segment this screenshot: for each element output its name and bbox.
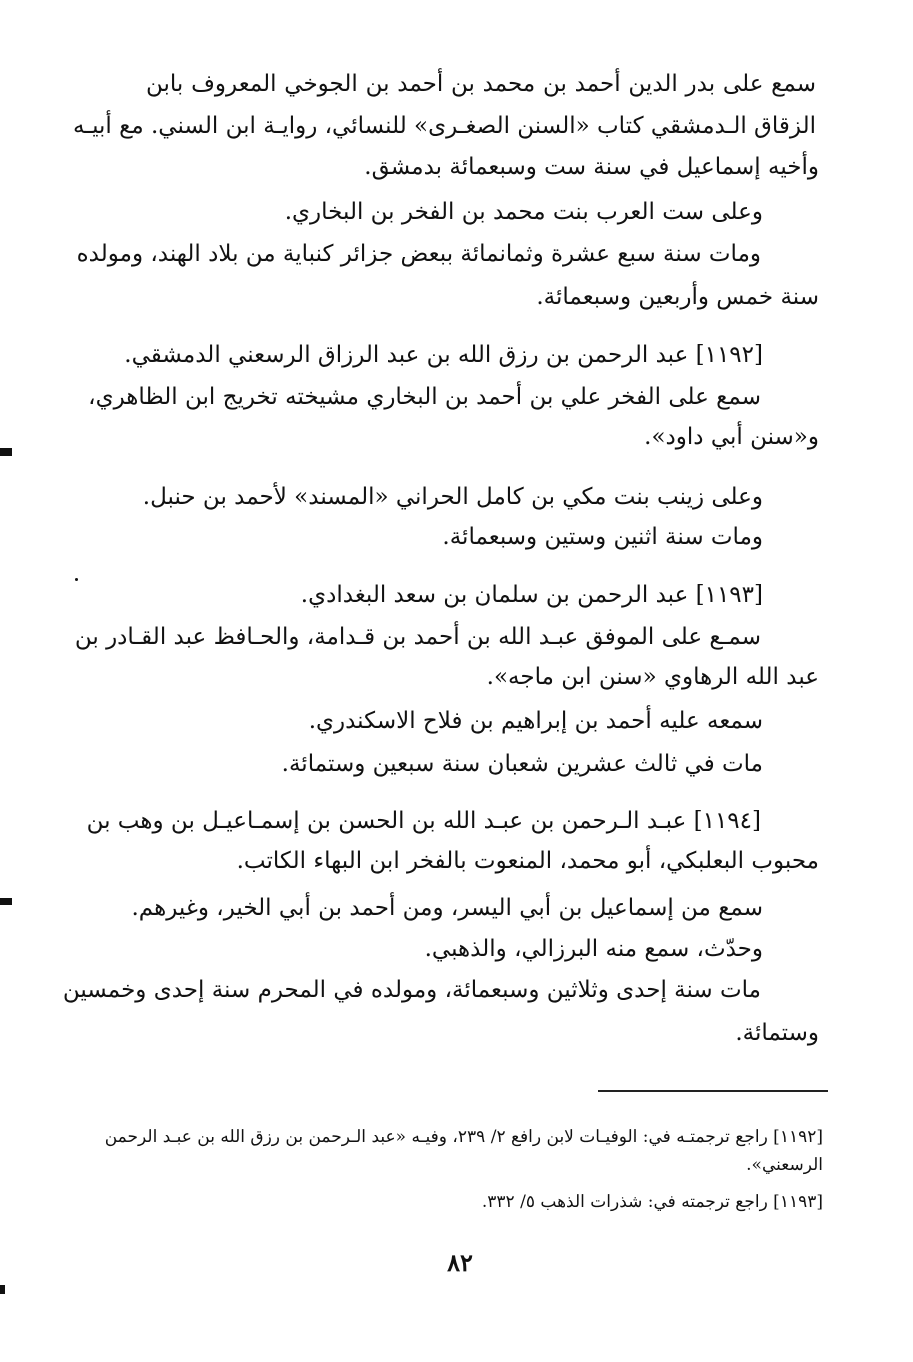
footnote-separator: [598, 1090, 828, 1092]
scan-margin-mark: [0, 898, 12, 905]
entry-heading: [١١٩٢] عبد الرحمن بن رزق الله بن عبد الرزاق الرسعني الدمشقي.: [124, 342, 763, 368]
text-line: وستمائة.: [735, 1020, 819, 1046]
text-line: مات سنة إحدى وثلاثين وسبعمائة، ومولده في المحرم سنة إحدى وخمسين: [62, 977, 761, 1003]
text-line: محبوب البعلبكي، أبو محمد، المنعوت بالفخر ابن البهاء الكاتب.: [236, 848, 819, 874]
text-line: وحدّث، سمع منه البرزالي، والذهبي.: [424, 936, 763, 962]
text-line: ومات سنة سبع عشرة وثمانمائة ببعض جزائر كنباية من بلاد الهند، ومولده: [76, 241, 761, 267]
entry-heading: [١١٩٤] عبـد الـرحمن بن عبـد الله بن الحسن بن إسمـاعيـل بن وهب بن: [86, 808, 761, 834]
text-line: وأخيه إسماعيل في سنة ست وسبعمائة بدمشق.: [364, 154, 819, 180]
text-line: وعلى زينب بنت مكي بن كامل الحراني «المسند» لأحمد بن حنبل.: [142, 484, 763, 510]
text-line: ومات سنة اثنين وستين وسبعمائة.: [442, 524, 763, 550]
footnote-line: [١١٩٣] راجع ترجمته في: شذرات الذهب ٥/ ٣٣٢.: [481, 1192, 823, 1212]
scan-speck: [75, 578, 78, 581]
entry-heading: [١١٩٣] عبد الرحمن بن سلمان بن سعد البغدادي.: [300, 582, 763, 608]
text-line: سمـع على الموفق عبـد الله بن أحمد بن قـدامة، والحـافظ عبد القـادر بن: [74, 624, 761, 650]
text-line: سمع من إسماعيل بن أبي اليسر، ومن أحمد بن أبي الخير، وغيرهم.: [131, 895, 763, 921]
text-line: و«سنن أبي داود».: [644, 424, 819, 450]
text-line: سمع على بدر الدين أحمد بن محمد بن أحمد بن الجوخي المعروف بابن: [146, 71, 816, 97]
scan-margin-mark: [0, 448, 12, 456]
text-line: سنة خمس وأربعين وسبعمائة.: [536, 284, 819, 310]
text-line: الزقاق الـدمشقي كتاب «السنن الصغـرى» للنسائي، روايـة ابن السني. مع أبيـه: [73, 113, 816, 139]
scan-margin-mark: [0, 1285, 5, 1294]
text-line: سمعه عليه أحمد بن إبراهيم بن فلاح الاسكندري.: [308, 708, 763, 734]
page-number: ٨٢: [447, 1248, 473, 1277]
text-line: وعلى ست العرب بنت محمد بن الفخر بن البخاري.: [284, 199, 763, 225]
footnote-line: الرسعني».: [746, 1155, 823, 1175]
text-line: سمع على الفخر علي بن أحمد بن البخاري مشيخته تخريج ابن الظاهري،: [88, 384, 761, 410]
text-line: مات في ثالث عشرين شعبان سنة سبعين وستمائة.: [281, 751, 763, 777]
text-line: عبد الله الرهاوي «سنن ابن ماجه».: [486, 664, 819, 690]
footnote-line: [١١٩٢] راجع ترجمتـه في: الوفيـات لابن رافع ٢/ ٢٣٩، وفيـه «عبد الـرحمن بن رزق الله بن عبـد الرحمن: [104, 1127, 823, 1147]
